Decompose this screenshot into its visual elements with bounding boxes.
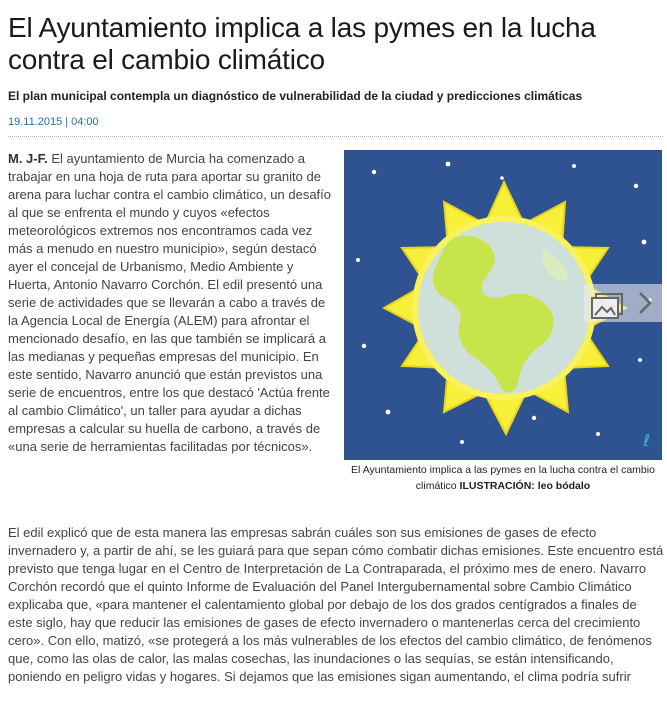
divider: [8, 136, 663, 137]
dateline: [8, 116, 99, 128]
subheadline: El plan municipal contempla un diagnóstico de vulnerabilidad de la ciudad y predicciones climáticas: [8, 89, 583, 103]
illustrator-logo-icon: ℓ: [643, 431, 650, 450]
earth: [418, 222, 590, 394]
headline: El Ayuntamiento implica a las pymes en la lucha contra el cambio climático: [8, 12, 596, 75]
byline: M. J-F.: [8, 151, 48, 166]
article-illustration[interactable]: [344, 150, 662, 460]
photo-credit: ILUSTRACIÓN: leo bódalo: [459, 480, 591, 492]
caption-text: El Ayuntamiento implica a las pymes en la lucha contra el cambio climático: [351, 464, 655, 492]
body-paragraph: El edil explicó que de esta manera las empresas sabrán cuáles son sus emisiones de gases de efecto invernadero y, a partir de ahí, se les guiará para que sepan cómo combatir dichas emisiones. Este encuentro está previsto que tenga lugar en el Centro de Interpretación de La Contraparada, el próximo mes de enero. Navarro Corchón recordó que el quinto Informe de Evaluación del Panel Intergubernamental sobre Cambio Climático explicaba que, «para mantener el calentamiento global por debajo de los dos grados centígrados a finales de este siglo, hay que reducir las emisiones de gases de efecto invernadero o mantenerlas cerca del crecimiento cero». Con ello, matizó, «se protegerá a los más vulnerables de los efectos del cambio climático, de fenómenos que, como las olas de calor, las malas cosechas, las inundaciones o las sequías, se están intensificando, poniendo en peligro vidas y hogares. Si dejamos que las emisiones sigan aumentando, el clima podría sufrir: [8, 525, 664, 684]
gallery-next-button[interactable]: [584, 284, 662, 322]
lead-text: El ayuntamiento de Murcia ha comenzado a trabajar en una hoja de ruta para aportar su granito de arena para luchar contra el cambio climático, un desafío al que se enfrenta el mundo y cuyos «efectos meteorológicos extremos nos encontramos cada vez más a menudo en nuestro municipio», según destacó ayer el concejal de Urbanismo, Medio Ambiente y Huerta, Antonio Navarro Corchón. El edil presentó una serie de actividades que se llevarán a cabo a través de la Agencia Local de Energía (ALEM) para afrontar el mencionado desafío, en las que también se implicará a las medianas y pequeñas empresas del municipio. En este sentido, Navarro anunció que están previstos una serie de encuentros, entre los que destacó 'Actúa frente al cambio Climático', un taller para ayudar a dichas empresas a calcular su huella de carbono, a través de «una serie de herramientas facilitadas por técnicos».: [8, 151, 332, 454]
publish-time: 04:00: [71, 116, 99, 128]
publish-date: 19.11.2015: [8, 116, 63, 128]
chevron-right-icon: [640, 293, 650, 313]
image-gallery-icon: [592, 294, 622, 318]
lead-paragraph: [8, 150, 332, 456]
figure-caption: [344, 462, 662, 494]
date-separator: |: [65, 116, 69, 128]
